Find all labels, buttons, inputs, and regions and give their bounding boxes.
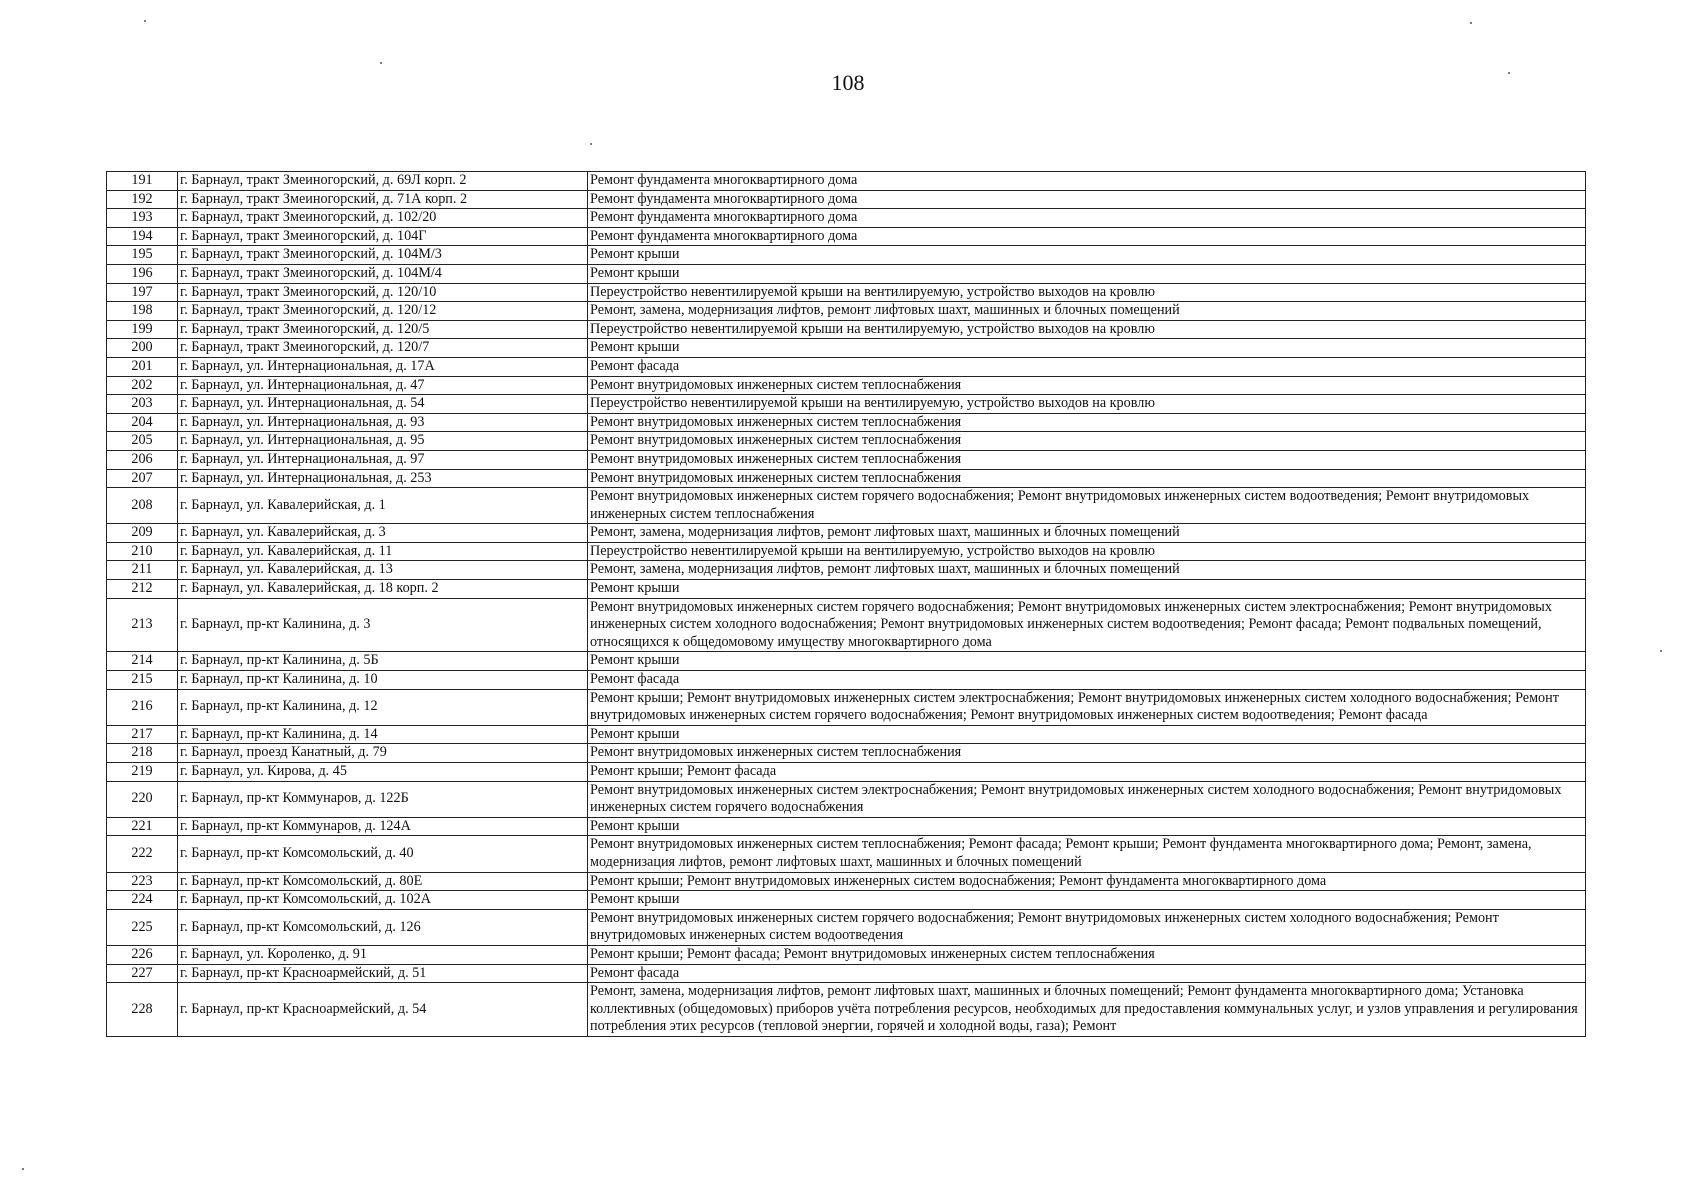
row-work-type: Ремонт фундамента многоквартирного дома: [588, 172, 1586, 191]
row-number: 228: [107, 983, 178, 1037]
row-work-type: Переустройство невентилируемой крыши на вентилируемую, устройство выходов на кровлю: [588, 542, 1586, 561]
table-row: [107, 432, 1586, 451]
table-row: [107, 909, 1586, 945]
row-address: г. Барнаул, тракт Змеиногорский, д. 104М/4: [178, 264, 588, 283]
row-address: г. Барнаул, ул. Кавалерийская, д. 13: [178, 561, 588, 580]
row-number: 194: [107, 227, 178, 246]
row-work-type: Ремонт фасада: [588, 357, 1586, 376]
row-work-type: Ремонт крыши: [588, 339, 1586, 358]
row-work-type: Ремонт внутридомовых инженерных систем теплоснабжения: [588, 450, 1586, 469]
row-work-type: Ремонт внутридомовых инженерных систем электроснабжения; Ремонт внутридомовых инженерных систем холодного водоснабжения; Ремонт внутридомовых инженерных систем горячего водоснабжения: [588, 781, 1586, 817]
row-work-type: Ремонт внутридомовых инженерных систем теплоснабжения: [588, 744, 1586, 763]
scan-speck: [590, 143, 592, 145]
table-row: [107, 763, 1586, 782]
scan-speck: [144, 20, 146, 22]
row-number: 214: [107, 652, 178, 671]
table-row: [107, 524, 1586, 543]
row-work-type: Ремонт крыши: [588, 652, 1586, 671]
table-row: [107, 598, 1586, 652]
row-address: г. Барнаул, ул. Интернациональная, д. 97: [178, 450, 588, 469]
row-address: г. Барнаул, пр-кт Коммунаров, д. 122Б: [178, 781, 588, 817]
row-address: г. Барнаул, ул. Кавалерийская, д. 3: [178, 524, 588, 543]
row-address: г. Барнаул, проезд Канатный, д. 79: [178, 744, 588, 763]
row-work-type: Ремонт внутридомовых инженерных систем горячего водоснабжения; Ремонт внутридомовых инженерных систем водоотведения; Ремонт внутридомовых инженерных систем теплоснабжения: [588, 488, 1586, 524]
row-address: г. Барнаул, ул. Кавалерийская, д. 1: [178, 488, 588, 524]
row-address: г. Барнаул, ул. Интернациональная, д. 54: [178, 395, 588, 414]
row-number: 210: [107, 542, 178, 561]
row-address: г. Барнаул, тракт Змеиногорский, д. 120/12: [178, 302, 588, 321]
row-number: 217: [107, 725, 178, 744]
row-number: 220: [107, 781, 178, 817]
row-work-type: Ремонт внутридомовых инженерных систем горячего водоснабжения; Ремонт внутридомовых инженерных систем электроснабжения; Ремонт внутридомовых инженерных систем холодного водоснабжения; Ремонт внутридомовых инженерных систем водоотведения; Ремонт фасада; Ремонт подвальных помещений, относящихся к общедомовому имуществу многоквартирного дома: [588, 598, 1586, 652]
table-row: [107, 964, 1586, 983]
row-work-type: Ремонт внутридомовых инженерных систем теплоснабжения: [588, 413, 1586, 432]
table-row: [107, 227, 1586, 246]
row-work-type: Ремонт крыши: [588, 725, 1586, 744]
row-number: 207: [107, 469, 178, 488]
row-work-type: Ремонт крыши: [588, 817, 1586, 836]
row-address: г. Барнаул, тракт Змеиногорский, д. 120/10: [178, 283, 588, 302]
table-row: [107, 302, 1586, 321]
table-row: [107, 469, 1586, 488]
scan-speck: [1508, 72, 1510, 74]
row-number: 218: [107, 744, 178, 763]
table-row: [107, 172, 1586, 191]
scan-speck: [1470, 22, 1472, 24]
table-row: [107, 891, 1586, 910]
row-number: 224: [107, 891, 178, 910]
row-number: 227: [107, 964, 178, 983]
table-row: [107, 689, 1586, 725]
row-work-type: Ремонт внутридомовых инженерных систем теплоснабжения; Ремонт фасада; Ремонт крыши; Ремонт фундамента многоквартирного дома; Ремонт, замена, модернизация лифтов, ремонт лифтовых шахт, машинных и блочных помещений: [588, 836, 1586, 872]
row-number: 226: [107, 945, 178, 964]
row-work-type: Ремонт, замена, модернизация лифтов, ремонт лифтовых шахт, машинных и блочных помещений: [588, 524, 1586, 543]
row-work-type: Ремонт крыши; Ремонт фасада: [588, 763, 1586, 782]
row-work-type: Ремонт крыши; Ремонт фасада; Ремонт внутридомовых инженерных систем теплоснабжения: [588, 945, 1586, 964]
table-row: [107, 283, 1586, 302]
row-work-type: Ремонт фасада: [588, 671, 1586, 690]
row-number: 206: [107, 450, 178, 469]
table-row: [107, 725, 1586, 744]
table-row: [107, 983, 1586, 1037]
table-row: [107, 339, 1586, 358]
table-row: [107, 413, 1586, 432]
row-number: 192: [107, 190, 178, 209]
row-work-type: Ремонт фундамента многоквартирного дома: [588, 227, 1586, 246]
row-work-type: Ремонт крыши: [588, 891, 1586, 910]
row-address: г. Барнаул, ул. Кавалерийская, д. 18 корп. 2: [178, 580, 588, 599]
row-work-type: Ремонт внутридомовых инженерных систем теплоснабжения: [588, 469, 1586, 488]
row-address: г. Барнаул, пр-кт Комсомольский, д. 102А: [178, 891, 588, 910]
row-address: г. Барнаул, тракт Змеиногорский, д. 71А корп. 2: [178, 190, 588, 209]
table-row: [107, 264, 1586, 283]
row-number: 212: [107, 580, 178, 599]
table-row: [107, 580, 1586, 599]
row-address: г. Барнаул, тракт Змеиногорский, д. 102/20: [178, 209, 588, 228]
row-number: 223: [107, 872, 178, 891]
row-number: 204: [107, 413, 178, 432]
row-number: 193: [107, 209, 178, 228]
row-number: 225: [107, 909, 178, 945]
row-number: 203: [107, 395, 178, 414]
row-work-type: Ремонт крыши: [588, 246, 1586, 265]
row-work-type: Ремонт фасада: [588, 964, 1586, 983]
row-number: 196: [107, 264, 178, 283]
table-row: [107, 671, 1586, 690]
row-address: г. Барнаул, тракт Змеиногорский, д. 120/5: [178, 320, 588, 339]
row-address: г. Барнаул, пр-кт Комсомольский, д. 80Е: [178, 872, 588, 891]
row-address: г. Барнаул, ул. Интернациональная, д. 93: [178, 413, 588, 432]
table-row: [107, 781, 1586, 817]
row-work-type: Переустройство невентилируемой крыши на вентилируемую, устройство выходов на кровлю: [588, 283, 1586, 302]
row-work-type: Ремонт внутридомовых инженерных систем горячего водоснабжения; Ремонт внутридомовых инженерных систем холодного водоснабжения; Ремонт внутридомовых инженерных систем водоотведения: [588, 909, 1586, 945]
row-address: г. Барнаул, тракт Змеиногорский, д. 120/7: [178, 339, 588, 358]
table-row: [107, 542, 1586, 561]
row-address: г. Барнаул, пр-кт Калинина, д. 5Б: [178, 652, 588, 671]
row-number: 197: [107, 283, 178, 302]
row-number: 208: [107, 488, 178, 524]
row-number: 205: [107, 432, 178, 451]
row-number: 202: [107, 376, 178, 395]
row-address: г. Барнаул, ул. Интернациональная, д. 47: [178, 376, 588, 395]
row-address: г. Барнаул, ул. Интернациональная, д. 253: [178, 469, 588, 488]
table-row: [107, 357, 1586, 376]
row-number: 219: [107, 763, 178, 782]
row-address: г. Барнаул, ул. Интернациональная, д. 17А: [178, 357, 588, 376]
table-row: [107, 561, 1586, 580]
table-row: [107, 488, 1586, 524]
row-address: г. Барнаул, ул. Кирова, д. 45: [178, 763, 588, 782]
row-address: г. Барнаул, ул. Кавалерийская, д. 11: [178, 542, 588, 561]
page-number: 108: [831, 70, 865, 95]
row-number: 198: [107, 302, 178, 321]
table-row: [107, 744, 1586, 763]
works-table: [106, 171, 1586, 1037]
table-row: [107, 209, 1586, 228]
row-address: г. Барнаул, пр-кт Калинина, д. 14: [178, 725, 588, 744]
scan-speck: [380, 62, 382, 64]
row-number: 199: [107, 320, 178, 339]
table-row: [107, 246, 1586, 265]
table-row: [107, 872, 1586, 891]
row-work-type: Ремонт внутридомовых инженерных систем теплоснабжения: [588, 376, 1586, 395]
row-address: г. Барнаул, пр-кт Красноармейский, д. 54: [178, 983, 588, 1037]
row-address: г. Барнаул, пр-кт Коммунаров, д. 124А: [178, 817, 588, 836]
table-row: [107, 395, 1586, 414]
row-address: г. Барнаул, пр-кт Комсомольский, д. 126: [178, 909, 588, 945]
table-row: [107, 652, 1586, 671]
row-work-type: Переустройство невентилируемой крыши на вентилируемую, устройство выходов на кровлю: [588, 320, 1586, 339]
row-address: г. Барнаул, ул. Интернациональная, д. 95: [178, 432, 588, 451]
row-number: 216: [107, 689, 178, 725]
table-row: [107, 376, 1586, 395]
row-number: 191: [107, 172, 178, 191]
row-number: 211: [107, 561, 178, 580]
row-address: г. Барнаул, пр-кт Калинина, д. 10: [178, 671, 588, 690]
table-row: [107, 836, 1586, 872]
table-row: [107, 190, 1586, 209]
row-address: г. Барнаул, ул. Короленко, д. 91: [178, 945, 588, 964]
row-work-type: Ремонт фундамента многоквартирного дома: [588, 190, 1586, 209]
row-address: г. Барнаул, пр-кт Калинина, д. 3: [178, 598, 588, 652]
works-table-body: [107, 172, 1586, 1037]
row-number: 215: [107, 671, 178, 690]
row-work-type: Ремонт крыши; Ремонт внутридомовых инженерных систем водоснабжения; Ремонт фундамента многоквартирного дома: [588, 872, 1586, 891]
row-work-type: Ремонт внутридомовых инженерных систем теплоснабжения: [588, 432, 1586, 451]
row-work-type: Ремонт, замена, модернизация лифтов, ремонт лифтовых шахт, машинных и блочных помещений; Ремонт фундамента многоквартирного дома; Установка коллективных (общедомовых) приборов учёта потребления ресурсов, необходимых для предоставления коммунальных услуг, и узлов управления и регулирования потребления этих ресурсов (тепловой энергии, горячей и холодной воды, газа); Ремонт: [588, 983, 1586, 1037]
row-address: г. Барнаул, пр-кт Комсомольский, д. 40: [178, 836, 588, 872]
table-row: [107, 817, 1586, 836]
row-work-type: Ремонт крыши; Ремонт внутридомовых инженерных систем электроснабжения; Ремонт внутридомовых инженерных систем холодного водоснабжения; Ремонт внутридомовых инженерных систем горячего водоснабжения; Ремонт внутридомовых инженерных систем водоотведения; Ремонт фасада: [588, 689, 1586, 725]
table-row: [107, 450, 1586, 469]
row-work-type: Ремонт, замена, модернизация лифтов, ремонт лифтовых шахт, машинных и блочных помещений: [588, 302, 1586, 321]
row-address: г. Барнаул, пр-кт Красноармейский, д. 51: [178, 964, 588, 983]
row-work-type: Ремонт крыши: [588, 580, 1586, 599]
row-number: 201: [107, 357, 178, 376]
table-row: [107, 320, 1586, 339]
row-number: 209: [107, 524, 178, 543]
row-number: 222: [107, 836, 178, 872]
scan-speck: [1660, 650, 1662, 652]
row-address: г. Барнаул, тракт Змеиногорский, д. 104Г: [178, 227, 588, 246]
row-address: г. Барнаул, пр-кт Калинина, д. 12: [178, 689, 588, 725]
row-work-type: Переустройство невентилируемой крыши на вентилируемую, устройство выходов на кровлю: [588, 395, 1586, 414]
row-number: 213: [107, 598, 178, 652]
row-work-type: Ремонт крыши: [588, 264, 1586, 283]
table-row: [107, 945, 1586, 964]
row-address: г. Барнаул, тракт Змеиногорский, д. 104М/3: [178, 246, 588, 265]
row-work-type: Ремонт, замена, модернизация лифтов, ремонт лифтовых шахт, машинных и блочных помещений: [588, 561, 1586, 580]
row-number: 195: [107, 246, 178, 265]
row-number: 221: [107, 817, 178, 836]
scan-speck: [22, 1168, 24, 1170]
row-number: 200: [107, 339, 178, 358]
row-address: г. Барнаул, тракт Змеиногорский, д. 69Л корп. 2: [178, 172, 588, 191]
row-work-type: Ремонт фундамента многоквартирного дома: [588, 209, 1586, 228]
